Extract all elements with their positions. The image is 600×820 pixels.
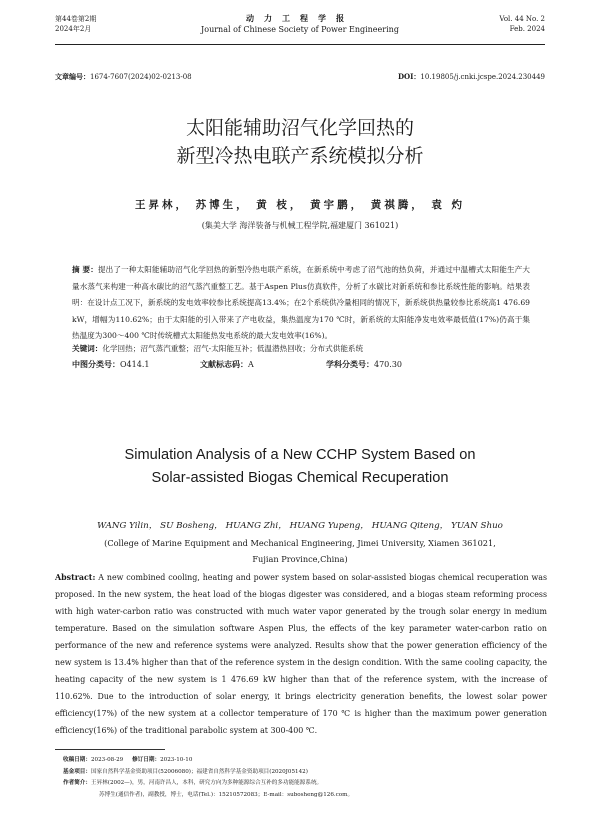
footnote-dates xyxy=(63,755,547,767)
fund-label: 基金项目： xyxy=(63,768,91,775)
doi-value: 10.19805/j.cnki.jcspe.2024.230449 xyxy=(420,73,545,81)
doi-label: DOI： xyxy=(397,72,421,81)
journal-name-en: Journal of Chinese Society of Power Engineering xyxy=(201,25,399,34)
received-label: 收稿日期： xyxy=(63,757,91,763)
author-bio-label: 作者简介： xyxy=(63,780,91,786)
doi xyxy=(398,72,545,82)
footnote-author xyxy=(63,778,547,790)
article-number-label: 文章编号： xyxy=(55,72,90,81)
affiliation-en xyxy=(80,535,520,567)
footnote-fund xyxy=(63,767,547,779)
issue-date: 2024年2月 xyxy=(55,25,92,33)
authors-en: WANG Yilin， SU Bosheng， HUANG Zhi， HUANG Yupeng， HUANG Qiteng， YUAN Shuo xyxy=(97,521,503,531)
subject-code-label: 学科分类号： xyxy=(326,359,374,369)
journal-issue-en xyxy=(499,14,545,34)
abstract-cn-text: 提出了一种太阳能辅助沼气化学回热的新型冷热电联产系统，在新系统中考虑了沼气池的热负荷，并通过中温槽式太阳能生产大量水蒸气来构建一种高水碳比的沼气蒸汽重整工艺。基于Aspen Plus仿真软件，分析了水碳比对新系统和参比系统性能的影响。结果表明：在设计点工况下，新系统的发电效率较参比系统提高13.4%；在2个系统供冷量相同的情况下，新系统供热量较参比系统高1 476.69 kW，增幅为110.62%；由于太阳能的引入带来了产电收益，集热温度为170 ℃时，新系统的太阳能净发电效率最低值(17%)仍高于集热温度为300～400 ℃时传统槽式太阳能热发电系统的最大发电效率(16%)。 xyxy=(72,265,530,340)
classification xyxy=(72,357,530,372)
keywords-cn-label: 关键词： xyxy=(72,344,103,353)
received-date: 2023-08-29 xyxy=(90,757,124,763)
affiliation-en-line2: Fujian Province,China) xyxy=(252,554,348,564)
abstract-cn xyxy=(72,262,530,345)
keywords-cn xyxy=(72,341,530,356)
revised-date: 2023-10-10 xyxy=(160,757,193,763)
article-number xyxy=(55,72,192,82)
doc-code-value: A xyxy=(248,360,254,369)
title-en-line2: Solar-assisted Biogas Chemical Recuperation xyxy=(151,470,449,486)
header-rule xyxy=(55,44,545,45)
footnote-rule xyxy=(55,749,165,750)
affiliation-en-line1: (College of Marine Equipment and Mechanical Engineering, Jimei University, Xiamen 361021, xyxy=(104,538,496,548)
subject-code-value: 470.30 xyxy=(374,360,402,369)
abstract-cn-label: 摘 要： xyxy=(72,265,98,274)
footnotes xyxy=(63,755,547,801)
revised-label: 修订日期： xyxy=(132,757,161,763)
abstract-en-label: Abstract: xyxy=(55,573,96,582)
title-cn-line2: 新型冷热电联产系统模拟分析 xyxy=(176,145,424,167)
footnote-corresponding: 苏博生(通信作者)，副教授，博士，电话(Tel.)：15210572083；E-mail：subosheng@126.com。 xyxy=(99,791,354,798)
volume-issue: 第44卷第2期 xyxy=(55,15,97,23)
authors-cn: 王昇林， 苏博生， 黄 枝， 黄宇鹏， 黄祺腾， 袁 灼 xyxy=(134,199,466,211)
abstract-en-text: A new combined cooling, heating and power system based on solar-assisted biogas chemical recuperation was proposed. In the new system, the heat load of the biogas digester was considered, and a biogas steam reforming process with high water-carbon ratio was constructed with much water vapor generated by the trough solar energy in medium temperature. Based on the simulation software Aspen Plus, the effects of the key parameter water-carbon ratio on performance of the new and reference systems were analyzed. Results show that the power generation efficiency of the new system is 13.4% higher than that of the reference system in the design condition. With the same cooling capacity, the heating capacity of the new system is 1 476.69 kW higher than that of the reference system, with the increase of 110.62%. Due to the introduction of solar energy, it brings electricity generation benefits, the lowest solar power efficiency(17%) of the new system at a collector temperature of 170 ℃ is higher than the maximum power generation efficiency(16%) of the traditional parabolic system at 300-400 ℃. xyxy=(55,573,547,735)
title-cn xyxy=(0,114,600,170)
title-cn-line1: 太阳能辅助沼气化学回热的 xyxy=(185,117,414,139)
title-en xyxy=(0,444,600,490)
clc-value: O414.1 xyxy=(120,360,150,369)
affiliation-cn: (集美大学 海洋装备与机械工程学院,福建厦门 361021) xyxy=(201,221,399,230)
doc-code-label: 文献标志码： xyxy=(200,359,248,369)
author-bio-text: 王昇林(2002—)，男，河南许昌人，本科，研究方向为多种能源综合互补的多功能能源系统。 xyxy=(90,780,323,786)
journal-name-cn: 动力工程学报 xyxy=(246,13,354,23)
keywords-cn-text: 化学回热；沼气蒸汽重整；沼气-太阳能互补；低温潜热回收；分布式供能系统 xyxy=(102,344,364,353)
fund-text: 国家自然科学基金资助项目(52006080)；福建省自然科学基金资助项目(2020J05142) xyxy=(90,768,308,775)
volume-issue-en: Vol. 44 No. 2 xyxy=(499,15,545,23)
title-en-line1: Simulation Analysis of a New CCHP System Based on xyxy=(124,447,476,463)
clc-label: 中图分类号： xyxy=(72,359,120,369)
article-number-value: 1674-7607(2024)02-0213-08 xyxy=(90,73,192,81)
abstract-en xyxy=(55,569,547,739)
issue-date-en: Feb. 2024 xyxy=(509,25,545,33)
